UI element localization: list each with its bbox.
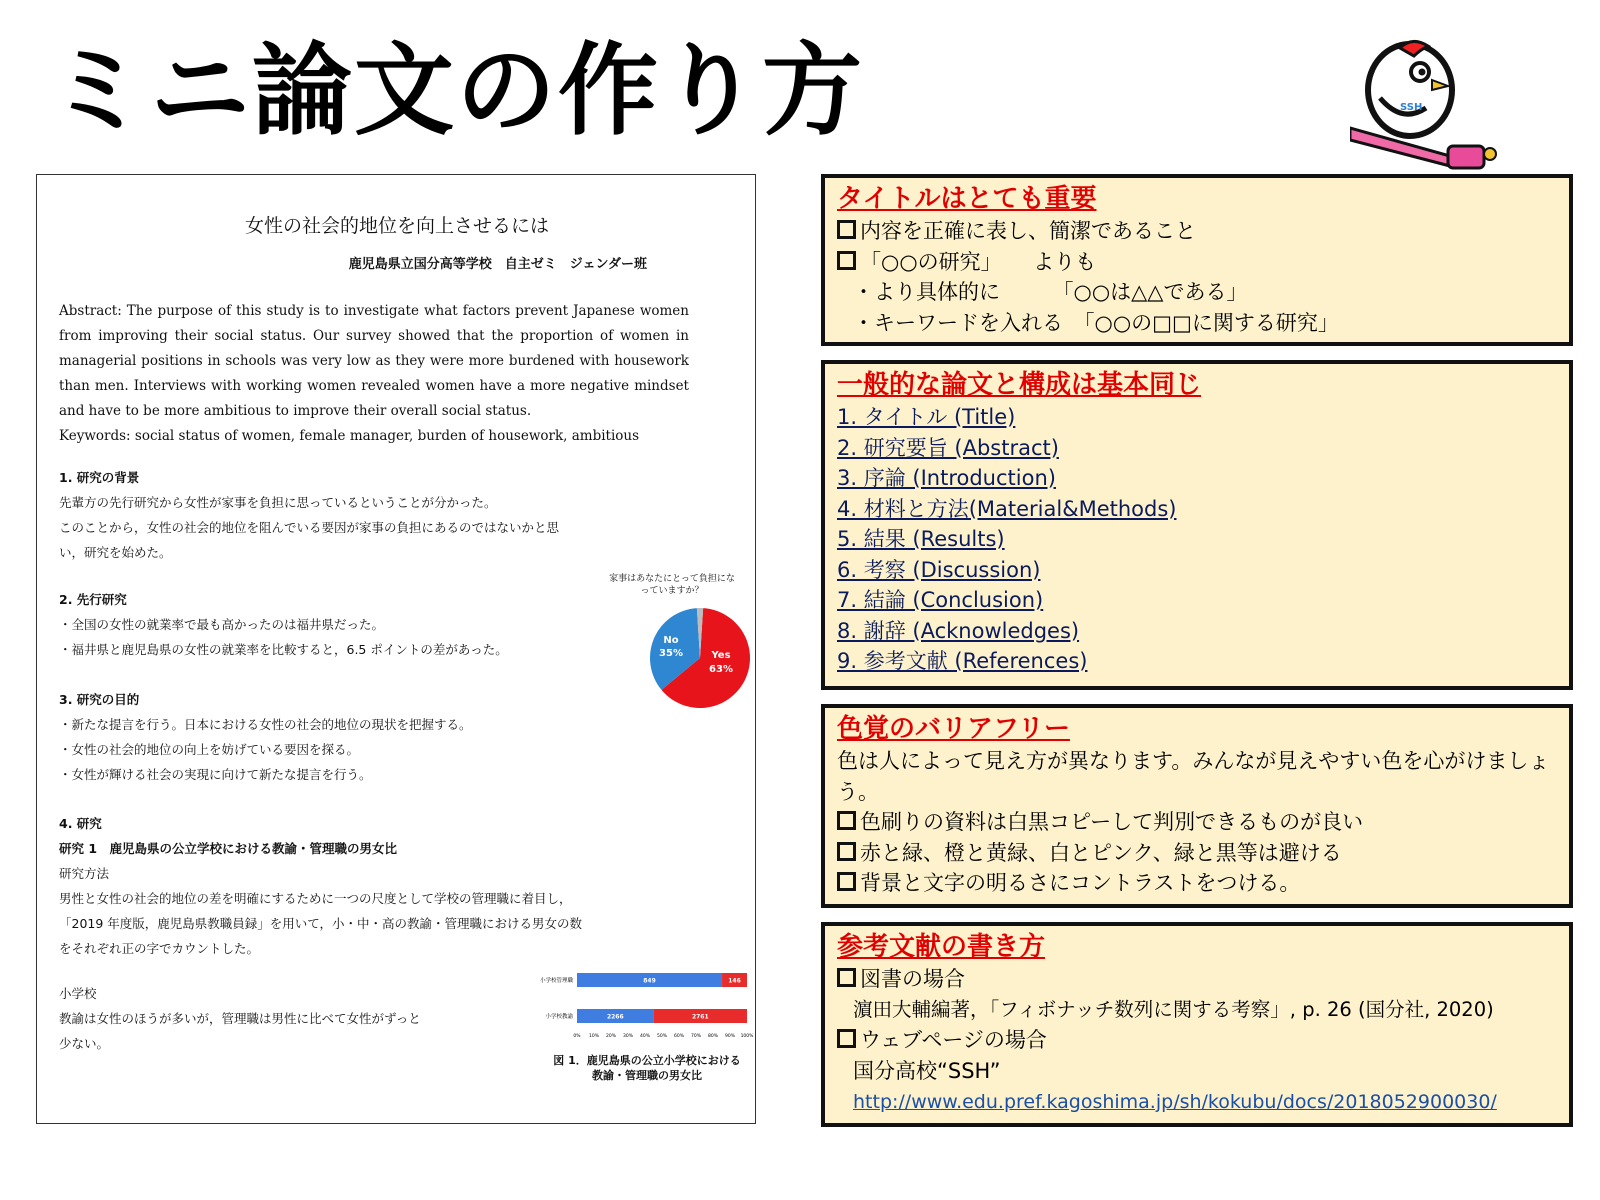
structure-item-introduction: 3. 序論 (Introduction): [837, 466, 1056, 490]
structure-item-references: 9. 参考文献 (References): [837, 649, 1088, 673]
section-line: ・新たな提言を行う。日本における女性の社会的地位の現状を把握する。: [59, 717, 472, 732]
color-heading: 色覚のバリアフリー: [837, 714, 1070, 744]
section-subheading: 研究 1 鹿児島県の公立学校における教諭・管理職の男女比: [59, 841, 398, 856]
pie-label-yes: Yes 63%: [709, 650, 733, 675]
checkbox-square-icon: [837, 251, 856, 270]
paper-section-purpose: [59, 687, 472, 787]
ssh-mascot-illustration: [1350, 28, 1510, 178]
paper-structure-box: [821, 360, 1573, 690]
bar-axis-tick: 10%: [588, 1034, 600, 1039]
reference-web-example: 国分高校“SSH”: [853, 1058, 1001, 1083]
reference-web-url-row: [837, 1086, 1557, 1118]
bar-axis-tick: 80%: [707, 1034, 719, 1039]
section-line: ・女性が輝ける社会の実現に向けて新たな提言を行う。: [59, 767, 372, 782]
page-title: ミニ論文の作り方: [48, 32, 864, 149]
structure-item-methods: 4. 材料と方法(Material&Methods): [837, 496, 1177, 521]
checkbox-square-icon: [837, 872, 856, 891]
paper-author: 鹿児島県立国分高等学校 自主ゼミ ジェンダー班: [348, 257, 647, 272]
bar-axis-tick: 20%: [605, 1034, 617, 1039]
mascot-bird: [1368, 41, 1452, 136]
structure-heading: 一般的な論文と構成は基本同じ: [837, 370, 1202, 400]
checkbox-square-icon: [837, 842, 856, 861]
bar-axis-tick: 70%: [690, 1034, 702, 1039]
sample-paper-thumbnail: [36, 174, 756, 1124]
section-heading: 小学校: [59, 986, 97, 1001]
checkbox-square-icon: [837, 220, 856, 239]
paper-section-prior-research: [59, 587, 508, 662]
reference-url-link[interactable]: http://www.edu.pref.kagoshima.jp/sh/kokubu/docs/2018052900030/: [853, 1091, 1497, 1113]
title-tip-line: ・より具体的に 「○○は△△である」: [853, 280, 1248, 304]
paper-abstract: [59, 299, 689, 449]
bar-value-label: 2266: [606, 1013, 624, 1021]
bar-value-label: 2761: [691, 1013, 709, 1021]
checkbox-square-icon: [837, 1029, 856, 1048]
paper-title: 女性の社会的地位を向上させるには: [244, 215, 549, 237]
bar-axis-tick: 30%: [622, 1034, 634, 1039]
color-tip-line: 色刷りの資料は白黒コピーして判別できるものが良い: [837, 807, 1557, 838]
color-tip-line: 背景と文字の明るさにコントラストをつける。: [837, 868, 1557, 899]
figure-caption-line: 教諭・管理職の男女比: [592, 1069, 702, 1082]
paper-section-elementary: [59, 981, 421, 1056]
section-line: 男性と女性の社会的地位の差を明確にするために一つの尺度として学校の管理職に着目し，: [59, 891, 572, 906]
section-heading: 1. 研究の背景: [59, 470, 140, 485]
title-tip-line: 内容を正確に表し、簡潔であること: [837, 216, 1557, 247]
section-line: このことから，女性の社会的地位を阻んでいる要因が家事の負担にあるのではないかと思: [59, 520, 560, 535]
bar-value-label: 849: [643, 977, 656, 985]
pie-chart: [645, 603, 755, 713]
reference-heading: 参考文献の書き方: [837, 932, 1046, 962]
checkbox-square-icon: [837, 811, 856, 830]
stacked-bar-chart: [519, 965, 757, 1045]
figure-caption-line: 図 1．鹿児島県の公立小学校における: [553, 1054, 741, 1067]
paper-keywords: Keywords: social status of women, female manager, burden of housework, ambitious: [59, 428, 640, 444]
structure-item-acknowledges: 8. 謝辞 (Acknowledges): [837, 618, 1080, 643]
structure-item-conclusion: 7. 結論 (Conclusion): [837, 588, 1044, 612]
section-line: 先輩方の先行研究から女性が家事を負担に思っているということが分かった。: [59, 495, 497, 510]
section-line: い，研究を始めた。: [59, 545, 172, 560]
mascot-ssh-badge: SSH: [1400, 102, 1423, 113]
figure-caption: [537, 1053, 757, 1083]
section-heading: 2. 先行研究: [59, 592, 127, 607]
reference-format-box: [821, 922, 1573, 1127]
section-line: 教諭は女性のほうが多いが，管理職は男性に比べて女性がずっと: [59, 1011, 421, 1026]
structure-item-abstract: 2. 研究要旨 (Abstract): [837, 435, 1059, 460]
title-tip-line: 「○○の研究」 よりも: [837, 247, 1557, 278]
structure-item-discussion: 6. 考察 (Discussion): [837, 557, 1041, 582]
reference-web-label: ウェブページの場合: [837, 1025, 1557, 1056]
pie-label-no: No 35%: [659, 635, 683, 659]
color-intro: 色は人によって見え方が異なります。みんなが見えやすい色を心がけましょう。: [837, 749, 1550, 804]
section-line: 少ない。: [59, 1036, 110, 1051]
section-heading: 3. 研究の目的: [59, 692, 140, 707]
section-line: ・女性の社会的地位の向上を妨げている要因を探る。: [59, 742, 360, 757]
section-heading: 4. 研究: [59, 816, 102, 831]
section-line: をそれぞれ正の字でカウントした。: [59, 941, 260, 956]
bar-category-label: 小学校教諭: [545, 1014, 573, 1020]
pie-chart-title: 家事はあなたにとって負担になっていますか？: [609, 574, 735, 596]
paper-abstract-text: Abstract: The purpose of this study is to investigate what factors prevent Japanese women from improving their social status. Our survey showed that the proportion of women in managerial positions in schools was very low as they were more burdened with housework than men. Interviews with working women revealed women have a more negative mindset and have to be more ambitious to improve their overall social status.: [59, 303, 689, 419]
section-line: 「2019 年度版，鹿児島県教職員録」を用いて，小・中・高の教諭・管理職における男女の数: [59, 916, 583, 931]
bar-category-label: 小学校管理職: [539, 978, 573, 984]
title-tip-line: ・キーワードを入れる 「○○の□□に関する研究」: [853, 310, 1339, 335]
structure-item-results: 5. 結果 (Results): [837, 527, 1005, 551]
paper-section-background: [59, 465, 559, 565]
title-tips-heading: タイトルはとても重要: [837, 184, 1097, 214]
section-method-label: 研究方法: [59, 866, 110, 881]
title-tips-box: [821, 174, 1573, 346]
reference-book-example: 濵田大輔編著，「フィボナッチ数列に関する考察」, p. 26 (国分社, 2020): [853, 997, 1494, 1021]
structure-item-title: 1. タイトル (Title): [837, 405, 1016, 429]
bar-axis-tick: 100%: [740, 1034, 754, 1039]
color-tip-line: 赤と緑、橙と黄緑、白とピンク、緑と黒等は避ける: [837, 838, 1557, 869]
section-line: ・全国の女性の就業率で最も高かったのは福井県だった。: [59, 617, 385, 632]
reference-book-label: 図書の場合: [837, 964, 1557, 995]
bar-axis-tick: 50%: [656, 1034, 668, 1039]
bar-axis-tick: 60%: [673, 1034, 685, 1039]
bar-axis-tick: 40%: [639, 1034, 651, 1039]
section-line: ・福井県と鹿児島県の女性の就業率を比較すると，6.5 ポイントの差があった。: [59, 642, 508, 657]
bar-axis-tick: 0%: [573, 1034, 581, 1039]
checkbox-square-icon: [837, 968, 856, 987]
paper-section-research: [59, 811, 582, 961]
bar-value-label: 146: [728, 977, 741, 985]
bar-axis-tick: 90%: [724, 1034, 736, 1039]
color-barrier-free-box: [821, 704, 1573, 908]
